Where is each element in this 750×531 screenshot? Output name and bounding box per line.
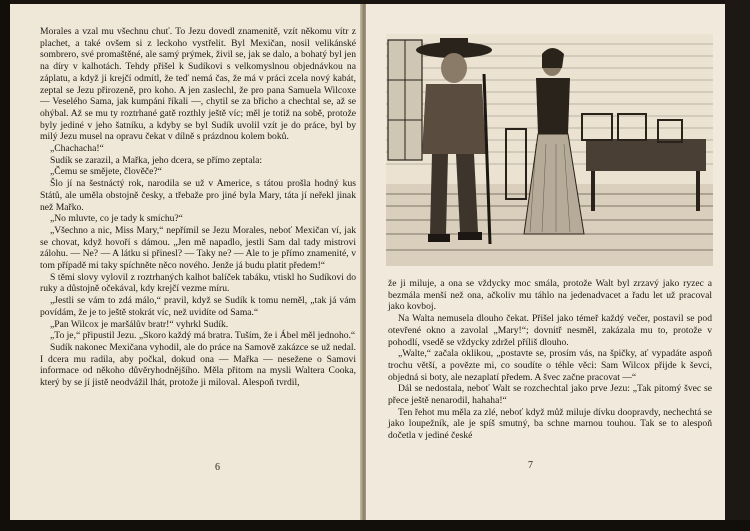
paragraph: Na Walta nemusela dlouho čekat. Přišel jako témeř každý večer, postavil se pod otevřené okno a zavolal „Mary!“; dovnitř nesměl, zakázala mu to, protože v pohodlí, vsedě se vždycky zdržel příliš dlouho. [388,313,712,348]
paragraph: „Chachacha!“ [50,143,104,155]
paragraph: „Všechno a nic, Miss Mary,“ nepřímil se Jezu Morales, neboť Mexičan ví, jak se chovat, když hovoří s dámou. „Jen mě napadlo, jestli Sam dal tady mistrovi zálohu. — Ne? — A látku si přinesl? — Taky ne? — Ale to je přímo znamenité, v tom případě mi taky spíchněte něco nového. Jenže já budu platit předem!“ [40,224,356,272]
left-page [10,4,362,520]
paragraph: „To je,“ připustil Jezu. „Skoro každý má bratra. Tuším, že i Ábel měl jednoho.“ [50,330,356,342]
paragraph: „Jestli se vám to zdá málo,“ pravil, když se Sudík k tomu neměl, „tak já vám povídám, že je to ještě stokrát víc, než uvidíte od Sama.“ [40,295,356,318]
page-number: 7 [528,460,533,471]
right-page [366,4,725,520]
right-edge-shadow [725,0,750,531]
paragraph: „Walte,“ začala oklikou, „postavte se, prosím vás, na špičky, ať vypadáte aspoň trochu větší, a povězte mi, co soudíte o téhle věci: Sam Wilcox přijde k ševci, objedná si boty, ale nezaplatí předem. A švec začne pracovat —“ [388,348,712,383]
paragraph: „Pan Wilcox je maršálův bratr!“ vyhrkl Sudík. [50,318,229,330]
bottom-edge-shadow [0,520,750,531]
right-page-text [388,278,712,442]
left-page-text [40,26,356,389]
paragraph: „Čemu se smějete, člověče?“ [50,166,162,178]
paragraph: „No mluvte, co je tady k smíchu?“ [50,213,183,225]
paragraph: že ji miluje, a ona se vždycky moc smála, protože Walt byl zrzavý jako ryzec a bezmála menší než ona, ačkoliv mu táhlo na jedenadvacet a řadu let už pracoval jako kovboj. [388,278,712,313]
paragraph: Šlo jí na šestnáctý rok, narodila se už v Americe, s tátou prošla hodný kus Států, ale uměla obstojně česky, a třebaže pro jiné byla Mary, táta jí neřekl jinak než Mařko. [40,178,356,213]
cowboy-and-girl-illustration [386,34,713,266]
book-spread [10,4,725,520]
left-edge-shadow [0,0,10,531]
paragraph: S těmi slovy vylovil z roztrhaných kalhot balíček tabáku, vtiskl ho Sudíkovi do ruky a důstojně očekával, kdy krejčí vezme míru. [40,271,356,295]
paragraph: Dál se nedostala, neboť Walt se rozchechtal jako prve Jezu: „Tak pitomý švec se přece ještě nenarodil, hahaha!“ [388,383,712,407]
paragraph: Ten řehot mu měla za zlé, neboť když můž miluje dívku doopravdy, nechechtá se jako loupežník, ale je spíš smutný, ba schne marnou touhou. Tak se to alespoň dočetla v jediné české [388,406,712,442]
paragraph: Sudík se zarazil, a Mařka, jeho dcera, se přímo zeptala: [50,154,263,166]
paragraph: Sudík nakonec Mexičana vyhodil, ale do práce na Samově zakázce se už nedal. I dcera mu radila, aby počkal, dokud ona — Mařka — nesežene o Samovi informace od někoho důvěryhodnějšího. Měla přitom na mysli Waltera Cooka, který by se jí jistě neodvážil lhát, protože ji miloval. Alespoň tvrdil, [40,341,356,389]
page-number: 6 [215,462,220,473]
paragraph: Morales a vzal mu všechnu chuť. To Jezu dovedl znamenitě, vzít někomu vítr z plachet, a také ovšem si z leckoho vystřelit. Byl Mexičan, nosil velikánské sombrero, své promaštěné, ale samý prýmek, živil se, jak se dalo, a bohatý byl jen na díry v kalhotách. Tehdy přišel k Sudíkovi s velkomyslnou objednávkou na záplatu, a když ji krejčí odmítl, že teď nemá čas, že má v práci zcela nový kabát, zeptal se Jezu přirozeně, pro koho. A jen zaslechl, že pro pana Samuela Wilcoxe — Veselého Sama, jak kumpáni říkali —, chytil se za břicho a chechtal se, až se ohýbal. Až se mu ty roztrhané gatě rozthly ještě víc; měl je totiž na sobě, protože byly jediné v jeho šatníku, a kdyby se byl Sudík uvolil vzít je do práce, byl by milý Jezu musel na opravu čekat v dílně s prázdnou kolem boků. [40,26,356,143]
